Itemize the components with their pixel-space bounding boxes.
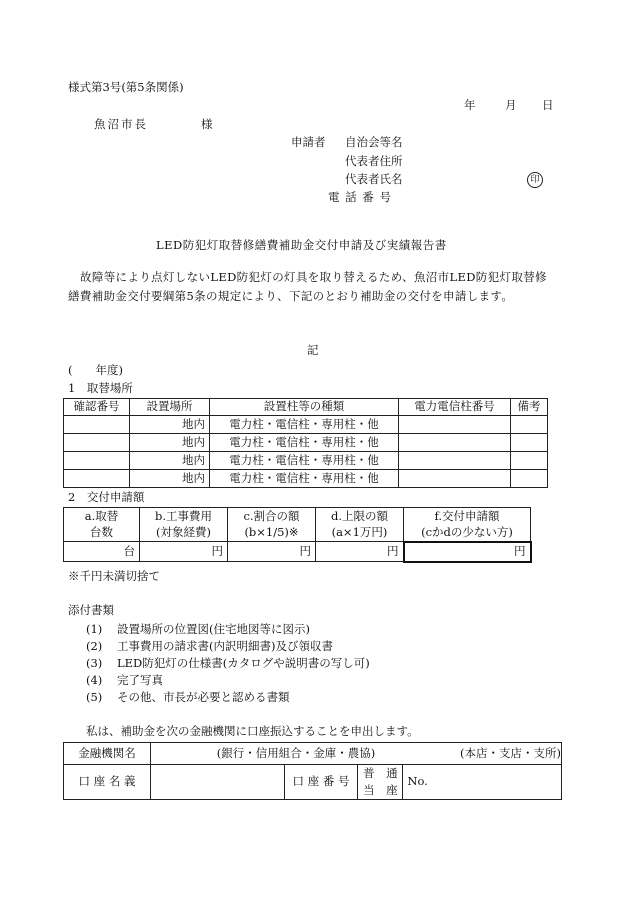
remarks-cell[interactable] (511, 470, 548, 488)
branch-types: (本店・支店・支所) (460, 745, 561, 760)
col-header-units-line2: 台数 (64, 525, 140, 542)
col-header-ratio-line1: c.割合の額 (228, 508, 316, 525)
col-header-check-number: 確認番号 (64, 399, 130, 416)
attachment-num: (3) (86, 656, 103, 670)
col-header-location: 設置場所 (130, 399, 210, 416)
phone-label: 電 話 番 号 (328, 190, 392, 204)
col-header-grant-line2: (cかdの少ない方) (404, 525, 531, 542)
org-name-label: 自治会等名 (345, 135, 403, 149)
attachment-num: (5) (86, 690, 103, 704)
document-title: LED防犯灯取替修繕費補助金交付申請及び実績報告書 (156, 238, 447, 252)
intro-paragraph: 故障等により点灯しないLED防犯灯の灯具を取り替えるため、魚沼市LED防犯灯取替修繕費補助金交付要綱第5条の規定により、下記のとおり補助金の交付を申請します。 (68, 270, 547, 303)
account-type-cell[interactable] (358, 765, 403, 800)
location-cell[interactable]: 地内 (130, 434, 210, 452)
institution-types: (銀行・信用組合・金庫・農協) (216, 745, 376, 760)
seal-mark: 印 (527, 172, 543, 188)
col-header-cost-line2: (対象経費) (140, 525, 228, 542)
pole-number-cell[interactable] (399, 434, 511, 452)
applicant-label: 申請者 (291, 135, 326, 149)
col-header-units-line1: a.取替 (64, 508, 140, 525)
institution-label: 金融機関名 (64, 743, 151, 765)
bank-transfer-statement: 私は、補助金を次の金融機関に口座振込することを申出します。 (86, 724, 419, 738)
attachment-item: 設置場所の位置図(住宅地図等に図示) (117, 622, 310, 636)
rep-name-label: 代表者氏名 (345, 172, 403, 186)
remarks-cell[interactable] (511, 416, 548, 434)
units-value-cell[interactable]: 台 (64, 542, 140, 562)
rounding-note: ※千円未満切捨て (68, 569, 160, 583)
date-month-label: 月 (505, 98, 517, 112)
attachments-heading: 添付書類 (68, 603, 114, 617)
check-number-cell[interactable] (64, 470, 130, 488)
attachment-item: 工事費用の請求書(内訳明細書)及び領収書 (117, 639, 333, 653)
account-number-cell[interactable] (403, 765, 562, 800)
col-header-pole-type: 設置柱等の種類 (210, 399, 399, 416)
col-header-remarks: 備考 (511, 399, 548, 416)
holder-label: 口 座 名 義 (64, 765, 151, 800)
section2-heading: 2 交付申請額 (68, 490, 145, 504)
institution-name-cell[interactable] (151, 743, 562, 765)
col-header-pole-number: 電力電信柱番号 (399, 399, 511, 416)
pole-type-cell[interactable]: 電力柱・電信柱・専用柱・他 (210, 452, 399, 470)
pole-number-cell[interactable] (399, 452, 511, 470)
location-cell[interactable]: 地内 (130, 470, 210, 488)
bank-account-table (63, 742, 562, 800)
table-row (64, 416, 548, 434)
number-label: 口 座 番 号 (284, 765, 358, 800)
pole-type-cell[interactable]: 電力柱・電信柱・専用柱・他 (210, 416, 399, 434)
attachment-num: (2) (86, 639, 103, 653)
addressee: 魚沼市長 (94, 117, 148, 131)
check-number-cell[interactable] (64, 416, 130, 434)
attachment-num: (4) (86, 673, 103, 687)
attachment-item: その他、市長が必要と認める書類 (117, 690, 290, 704)
table-row (64, 470, 548, 488)
attachment-item: 完了写真 (117, 673, 163, 687)
ratio-value-cell[interactable]: 円 (228, 542, 316, 562)
col-header-limit-line1: d.上限の額 (316, 508, 404, 525)
form-number: 様式第3号(第5条関係) (68, 80, 184, 94)
pole-number-cell[interactable] (399, 416, 511, 434)
ki-label: 記 (307, 343, 319, 357)
account-number-prefix: No. (407, 774, 428, 789)
col-header-cost-line1: b.工事費用 (140, 508, 228, 525)
section1-heading: 1 取替場所 (68, 381, 133, 395)
remarks-cell[interactable] (511, 452, 548, 470)
account-type-toza[interactable]: 当 座 (363, 783, 398, 797)
account-type-futsu[interactable]: 普 通 (363, 766, 398, 780)
limit-value-cell[interactable]: 円 (316, 542, 404, 562)
location-cell[interactable]: 地内 (130, 452, 210, 470)
pole-number-cell[interactable] (399, 470, 511, 488)
rep-address-label: 代表者住所 (345, 154, 403, 168)
attachment-item: LED防犯灯の仕様書(カタログや説明書の写し可) (117, 656, 370, 670)
attachment-num: (1) (86, 622, 103, 636)
check-number-cell[interactable] (64, 452, 130, 470)
fiscal-year: ( 年度) (68, 363, 123, 377)
date-day-label: 日 (542, 98, 554, 112)
pole-type-cell[interactable]: 電力柱・電信柱・専用柱・他 (210, 434, 399, 452)
date-year-label: 年 (464, 98, 476, 112)
pole-type-cell[interactable]: 電力柱・電信柱・専用柱・他 (210, 470, 399, 488)
grant-value-cell[interactable]: 円 (404, 542, 531, 562)
col-header-ratio-line2: (b×1/5)※ (228, 525, 316, 542)
grant-amount-table (63, 507, 532, 563)
col-header-limit-line2: (a×1万円) (316, 525, 404, 542)
col-header-grant-line1: f.交付申請額 (404, 508, 531, 525)
replacement-location-table (63, 398, 548, 488)
check-number-cell[interactable] (64, 434, 130, 452)
remarks-cell[interactable] (511, 434, 548, 452)
table-row (64, 434, 548, 452)
honorific: 様 (201, 117, 213, 131)
holder-name-cell[interactable] (151, 765, 285, 800)
table-row (64, 452, 548, 470)
location-cell[interactable]: 地内 (130, 416, 210, 434)
cost-value-cell[interactable]: 円 (140, 542, 228, 562)
